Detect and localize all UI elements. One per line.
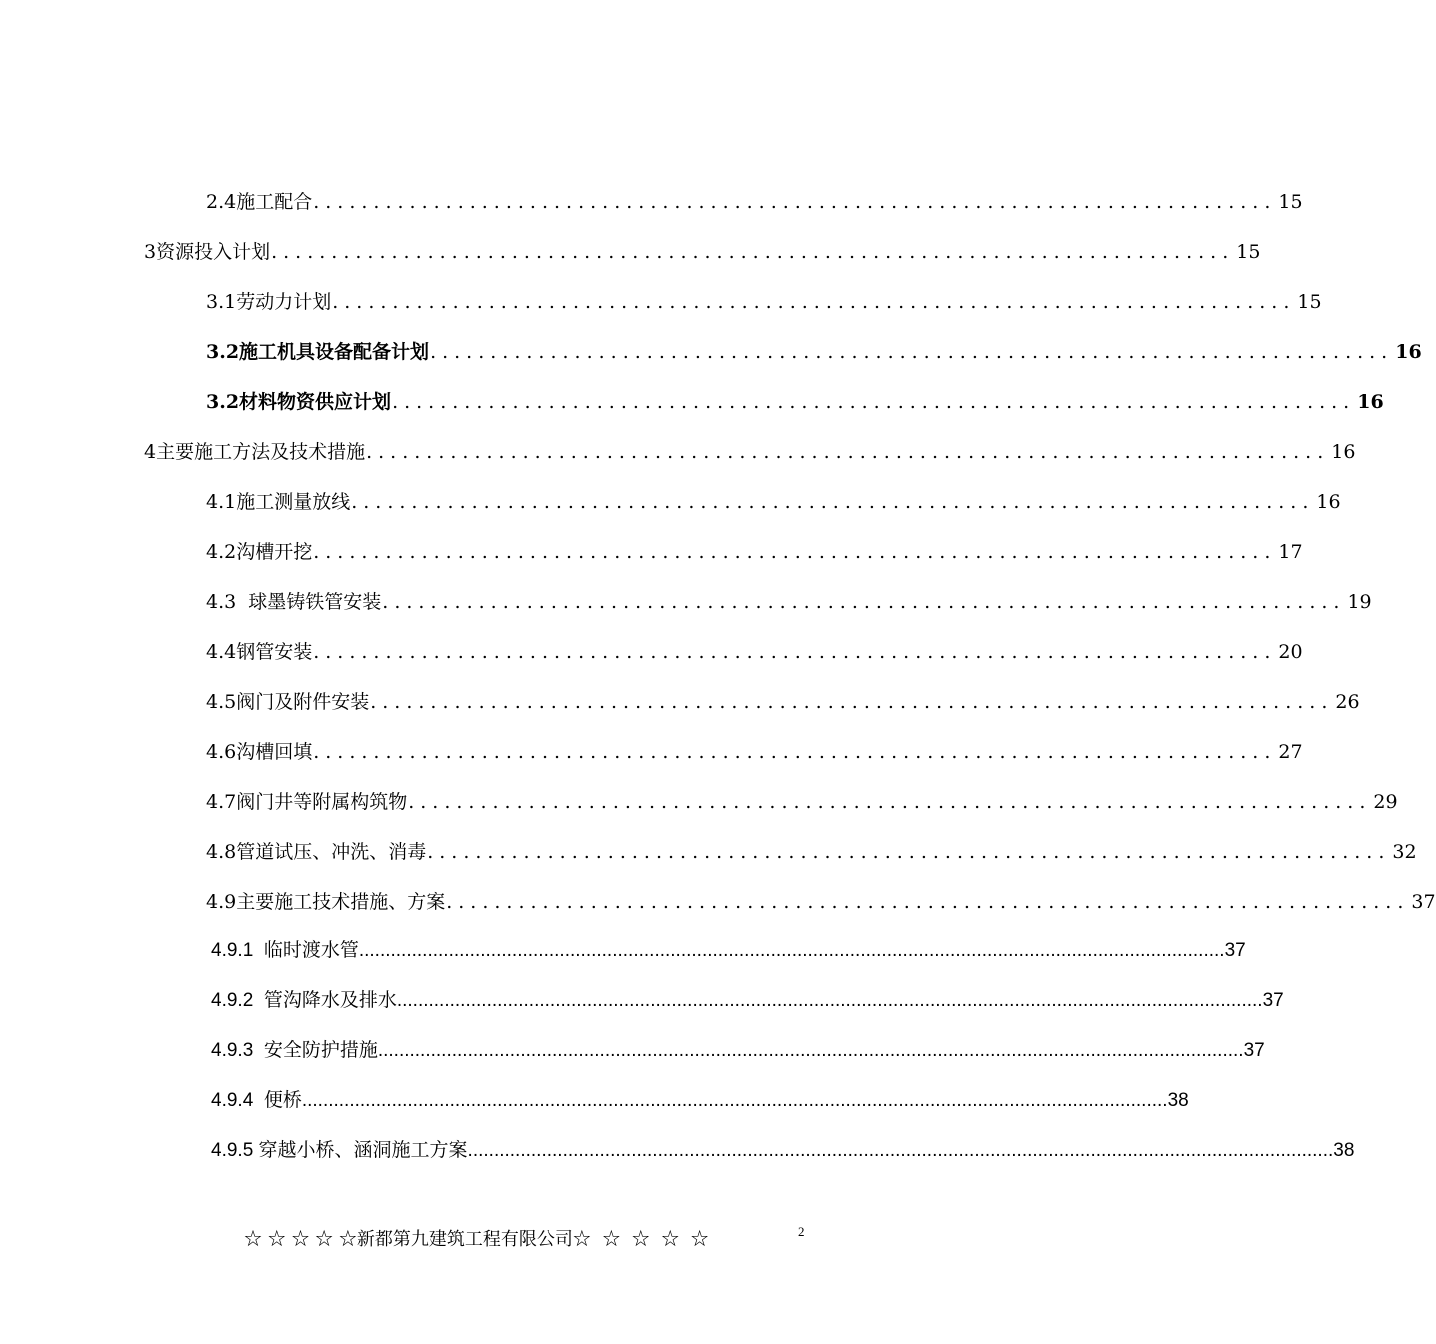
toc-entry[interactable] [206, 630, 1303, 664]
footer-company-text: ☆ ☆ ☆ ☆ ☆新都第九建筑工程有限公司☆ ☆ ☆ ☆ ☆ [244, 1229, 709, 1250]
toc-leader-dots: ................................................................................ [332, 291, 1296, 313]
toc-entry-label: 4.9.5 穿越小桥、涵洞施工方案 [211, 1140, 468, 1161]
toc-entry-label: 4.9.4 便桥 [211, 1090, 302, 1111]
toc-entry-label: 4.3 球墨铸铁管安装 [206, 591, 382, 613]
toc-entry[interactable] [206, 580, 1372, 614]
page-number: 2 [798, 1224, 805, 1239]
toc-entry-label: 3.2施工机具设备配备计划 [206, 341, 430, 363]
toc-entry-page: 38 [1167, 1090, 1189, 1111]
toc-entry-label: 4.9.1 临时渡水管 [211, 940, 359, 961]
toc-entry-label: 3.2材料物资供应计划 [206, 391, 392, 413]
toc-leader-dots: ................................................................................ [382, 591, 1346, 613]
toc-entry[interactable] [144, 430, 1356, 464]
toc-entry[interactable] [211, 1079, 1189, 1113]
toc-leader-dots: .................................................................................................................................................................... [377, 1040, 1244, 1061]
toc-leader-dots: ................................................................................ [370, 691, 1334, 713]
toc-entry[interactable] [206, 780, 1398, 814]
toc-entry[interactable] [206, 380, 1384, 414]
page-footer [0, 1222, 950, 1252]
toc-leader-dots: .................................................................................................................................................................... [358, 940, 1225, 961]
toc-entry[interactable] [211, 979, 1284, 1013]
toc-leader-dots: .................................................................................................................................................................... [467, 1140, 1334, 1161]
toc-leader-dots: ................................................................................ [408, 791, 1372, 813]
toc-leader-dots: .................................................................................................................................................................... [301, 1090, 1168, 1111]
toc-entry-label: 4.7阀门井等附属构筑物 [206, 791, 408, 813]
toc-entry-page: 27 [1278, 741, 1303, 763]
toc-leader-dots: ................................................................................ [351, 491, 1315, 513]
toc-entry-label: 3.1劳动力计划 [206, 291, 332, 313]
toc-leader-dots: ................................................................................ [392, 391, 1356, 413]
toc-entry-label: 2.4施工配合 [206, 191, 313, 213]
toc-entry-label: 4.9.2 管沟降水及排水 [211, 990, 397, 1011]
toc-entry[interactable] [144, 230, 1261, 264]
toc-entry[interactable] [206, 480, 1341, 514]
toc-entry-page: 15 [1278, 191, 1303, 213]
toc-entry-page: 16 [1395, 341, 1422, 363]
toc-entry-label: 4.9主要施工技术措施、方案 [206, 891, 446, 913]
toc-entry[interactable] [206, 280, 1322, 314]
toc-entry[interactable] [211, 929, 1246, 963]
toc-entry-page: 32 [1392, 841, 1417, 863]
toc-entry[interactable] [206, 180, 1303, 214]
toc-entry-page: 16 [1357, 391, 1384, 413]
toc-entry-label: 4.2沟槽开挖 [206, 541, 313, 563]
toc-entry-page: 19 [1347, 591, 1372, 613]
toc-entry-page: 29 [1373, 791, 1398, 813]
toc-entry-page: 17 [1278, 541, 1303, 563]
toc-entry[interactable] [211, 1129, 1355, 1163]
toc-entry-page: 16 [1331, 441, 1356, 463]
toc-entry[interactable] [206, 730, 1303, 764]
toc-leader-dots: ................................................................................ [427, 841, 1391, 863]
toc-leader-dots: ................................................................................ [366, 441, 1330, 463]
toc-entry[interactable] [206, 680, 1360, 714]
toc-entry[interactable] [206, 330, 1422, 364]
toc-entry-page: 15 [1297, 291, 1322, 313]
toc-entry-label: 4.8管道试压、冲洗、消毒 [206, 841, 427, 863]
toc-entry-label: 4主要施工方法及技术措施 [144, 441, 366, 463]
toc-entry-page: 26 [1335, 691, 1360, 713]
toc-entry-page: 37 [1224, 940, 1246, 961]
toc-entry-page: 37 [1243, 1040, 1265, 1061]
toc-leader-dots: .................................................................................................................................................................... [396, 990, 1263, 1011]
toc-leader-dots: ................................................................................ [313, 641, 1277, 663]
toc-entry-label: 4.1施工测量放线 [206, 491, 351, 513]
toc-entry[interactable] [211, 1029, 1265, 1063]
toc-leader-dots: ................................................................................ [313, 741, 1277, 763]
toc-entry-page: 38 [1333, 1140, 1355, 1161]
toc-entry-label: 4.4钢管安装 [206, 641, 313, 663]
toc-leader-dots: ................................................................................ [313, 541, 1277, 563]
toc-entry-page: 16 [1316, 491, 1341, 513]
toc-entry-label: 4.6沟槽回填 [206, 741, 313, 763]
toc-entry-label: 4.9.3 安全防护措施 [211, 1040, 378, 1061]
toc-entry[interactable] [206, 880, 1436, 914]
toc-entry[interactable] [206, 830, 1417, 864]
toc-leader-dots: ................................................................................ [313, 191, 1277, 213]
toc-entry-label: 4.5阀门及附件安装 [206, 691, 370, 713]
toc-leader-dots: ................................................................................ [430, 341, 1394, 363]
toc-entry-page: 37 [1411, 891, 1436, 913]
toc-entry-page: 37 [1262, 990, 1284, 1011]
toc-entry-label: 3资源投入计划 [144, 241, 271, 263]
toc-entry-page: 15 [1236, 241, 1261, 263]
toc-entry-page: 20 [1278, 641, 1303, 663]
toc-entry[interactable] [206, 530, 1303, 564]
toc-leader-dots: ................................................................................ [271, 241, 1235, 263]
toc-leader-dots: ................................................................................ [446, 891, 1410, 913]
